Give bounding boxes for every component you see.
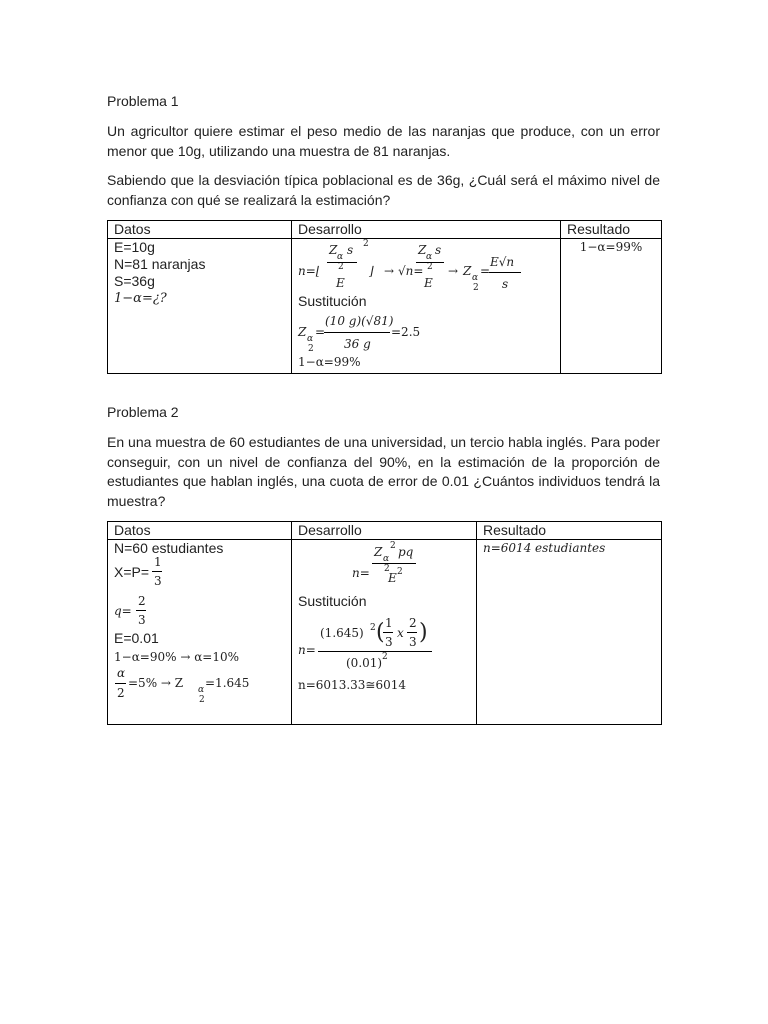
fraction-bar — [372, 563, 416, 564]
frac-alpha: α — [117, 666, 126, 680]
equals: = — [480, 264, 491, 278]
datos-line: 1−α=¿? — [114, 291, 167, 306]
e-sqrt-n: E√n — [490, 255, 515, 269]
fraction-bar — [383, 632, 393, 633]
frac-two: 2 — [117, 686, 125, 700]
substitution-result: =2.5 — [391, 325, 421, 339]
two-sub: 2 — [384, 564, 390, 574]
problem-2-statement: En una muestra de 60 estudiantes de una universidad, un tercio habla inglés. Para poder conseguir, con un nivel de confianza del 90%, en la estimación de la proporción de estudiantes que hablan inglés, una cuota de error de 0.01 ¿Cuántos individuos tendrá la muestra? — [107, 434, 660, 509]
alpha-sub: α — [472, 273, 479, 283]
resultado-value: n=6014 — [483, 541, 532, 555]
fraction-bar — [152, 571, 162, 572]
square-exponent: 2 — [370, 623, 376, 633]
problem-1-statement: Un agricultor quiere estimar el peso medio de las naranjas que produce, con un error menor que 10g, utilizando una muestra de 81 naranjas. — [107, 123, 660, 159]
datos-content — [108, 540, 292, 724]
fraction-bar — [136, 610, 146, 611]
datos-xp: X=P= — [114, 564, 150, 580]
two-sub: 2 — [338, 262, 344, 272]
alpha-sub: α — [337, 252, 344, 262]
frac-one: 1 — [154, 555, 162, 569]
header-resultado: Resultado — [477, 522, 662, 540]
square-exponent: 2 — [397, 567, 403, 577]
substitution-numerator-a: (1.645) — [320, 626, 364, 640]
arrow: → — [384, 264, 395, 278]
substitution-denominator: 36 g — [344, 337, 371, 351]
datos-e: E=0.01 — [114, 630, 159, 646]
square-exponent: 2 — [363, 239, 369, 249]
frac-two: 2 — [138, 594, 146, 608]
substitution-result: n=6013.33≅6014 — [298, 678, 406, 692]
table-row — [108, 540, 662, 725]
equals: = — [315, 325, 326, 339]
datos-n: N=60 estudiantes — [114, 540, 224, 556]
fraction-bar — [324, 332, 390, 333]
table-row — [108, 239, 662, 374]
datos-alpha: 1−α=90% → α=10% — [114, 650, 240, 664]
arrow: → — [448, 264, 459, 278]
sqrt-n: √n= — [398, 264, 424, 278]
final-confidence: 1−α=99% — [298, 355, 361, 369]
header-desarrollo: Desarrollo — [292, 221, 561, 239]
frac-three: 3 — [409, 635, 417, 649]
frac-three: 3 — [154, 574, 162, 588]
header-desarrollo: Desarrollo — [292, 522, 477, 540]
formula-s: s — [502, 277, 509, 291]
fraction-bar — [489, 272, 521, 273]
datos-z: =1.645 — [205, 676, 250, 690]
square-exponent: 2 — [382, 652, 388, 662]
problem-1-title: Problema 1 — [107, 93, 179, 109]
resultado-value: 1−α=99% — [579, 240, 643, 254]
fraction-bar — [327, 262, 357, 263]
problem-2-title: Problema 2 — [107, 404, 179, 420]
formula-z: Z — [329, 243, 338, 257]
frac-three: 3 — [138, 613, 146, 627]
datos-half: =5% → Z — [128, 676, 184, 690]
alpha-sub: α — [383, 554, 390, 564]
formula-e: E — [424, 276, 433, 290]
formula-n-eq: n= — [352, 566, 370, 580]
fraction-bar — [416, 262, 444, 263]
square-exponent: 2 — [390, 541, 396, 551]
formula-z: Z — [463, 264, 472, 278]
formula-n-eq: n= — [298, 643, 316, 657]
frac-two: 2 — [409, 616, 417, 630]
times-x: x — [397, 626, 404, 640]
datos-line: E=10g — [114, 239, 155, 255]
two-sub: 2 — [427, 262, 433, 272]
alpha-sub: α — [198, 685, 205, 695]
two-sub: 2 — [199, 695, 205, 705]
formula-z: Z — [298, 325, 307, 339]
problem-1-question: Sabiendo que la desviación típica poblacional es de 36g, ¿Cuál será el máximo nivel de confianza con qué se realizará la estimación? — [107, 172, 660, 208]
formula-s: s — [347, 243, 354, 257]
formula-z: Z — [374, 545, 383, 559]
formula-e: E — [336, 276, 345, 290]
header-datos: Datos — [108, 522, 292, 540]
header-datos: Datos — [108, 221, 292, 239]
datos-cell — [108, 540, 292, 725]
resultado-cell — [477, 540, 662, 725]
desarrollo-cell — [292, 540, 477, 725]
close-bracket: ⌋ — [369, 264, 374, 278]
paren-close: ) — [419, 620, 428, 645]
sustitucion-label: Sustitución — [298, 293, 367, 309]
datos-line: S=36g — [114, 273, 155, 289]
formula-s: s — [435, 243, 442, 257]
resultado-cell — [561, 239, 662, 374]
desarrollo-content — [292, 540, 477, 724]
fraction-bar — [407, 632, 417, 633]
frac-one: 1 — [385, 616, 393, 630]
datos-cell — [108, 239, 292, 374]
frac-three: 3 — [385, 635, 393, 649]
table-header-row — [108, 522, 662, 540]
resultado-content — [477, 540, 662, 724]
problem-2-table — [107, 521, 662, 725]
alpha-sub: α — [426, 252, 433, 262]
sustitucion-label: Sustitución — [298, 593, 367, 609]
datos-q: q= — [114, 604, 132, 618]
formula-z: Z — [418, 243, 427, 257]
fraction-bar — [318, 651, 432, 652]
datos-line: N=81 naranjas — [114, 256, 206, 272]
problem-1-table — [107, 220, 662, 374]
formula-n-open: n=⌊ — [298, 264, 321, 278]
fraction-bar — [115, 683, 126, 684]
header-resultado: Resultado — [561, 221, 662, 239]
formula-e-squared: E — [388, 571, 397, 585]
two-sub: 2 — [308, 344, 314, 354]
formula-pq: pq — [398, 545, 414, 559]
desarrollo-content — [292, 239, 561, 373]
substitution-denominator: (0.01) — [346, 656, 383, 670]
two-sub: 2 — [473, 283, 479, 293]
resultado-unit: estudiantes — [535, 541, 606, 555]
substitution-numerator: (10 g)(√81) — [325, 314, 394, 328]
paren-open: ( — [376, 620, 385, 645]
table-header-row — [108, 221, 662, 239]
desarrollo-cell — [292, 239, 561, 374]
alpha-sub: α — [307, 334, 314, 344]
